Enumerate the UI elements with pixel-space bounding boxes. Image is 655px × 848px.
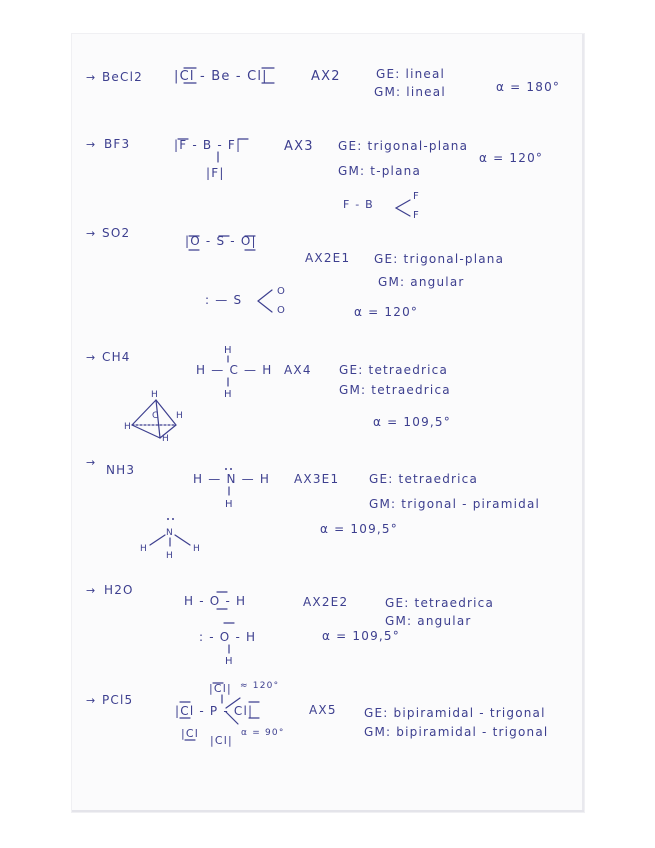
- bond-angle: α = 180°: [496, 80, 561, 94]
- molecule-formula: H2O: [104, 583, 134, 597]
- vsepr-notation: AX3: [284, 139, 314, 154]
- lewis-structure-bottom: |F|: [206, 166, 225, 180]
- molecular-geometry: GM: tetraedrica: [339, 383, 451, 397]
- bond-angle: α = 109,5°: [373, 415, 451, 429]
- row-arrow-icon: →: [86, 227, 97, 240]
- lewis-structure-mid: |Cl - P - Cl|: [175, 704, 254, 718]
- molecule-nh3: [86, 456, 540, 561]
- shape-sketch-atom: H: [225, 656, 234, 667]
- lewis-h-bottom: H: [225, 499, 234, 510]
- electronic-geometry: GE: bipiramidal - trigonal: [364, 706, 546, 720]
- vsepr-notation: AX2E1: [305, 251, 351, 265]
- molecule-bf3: [86, 137, 543, 221]
- row-arrow-icon: →: [86, 456, 97, 469]
- lone-pair-dot: [230, 468, 232, 470]
- row-arrow-icon: →: [86, 351, 97, 364]
- angle-annotation: ≈ 120°: [240, 681, 280, 691]
- lone-pair-dot: [225, 468, 227, 470]
- row-arrow-icon: →: [86, 138, 97, 151]
- vsepr-notation: AX2E2: [303, 595, 349, 609]
- sketch-atom-h: H: [193, 544, 201, 554]
- molecule-formula: PCl5: [102, 693, 134, 707]
- electronic-geometry: GE: trigonal-plana: [374, 252, 505, 266]
- bond-angle: α = 120°: [479, 151, 544, 165]
- lewis-h-bottom: H: [224, 389, 233, 400]
- molecular-geometry: GM: angular: [385, 614, 472, 628]
- molecule-formula: BeCl2: [102, 70, 143, 84]
- sketch-atom-h: H: [140, 544, 148, 554]
- molecule-formula: CH4: [102, 350, 131, 364]
- sketch-atom-c: C: [152, 411, 160, 421]
- sketch-bond: [175, 535, 190, 545]
- molecule-so2: [86, 226, 504, 319]
- lewis-structure: H — N — H: [193, 472, 271, 486]
- sketch-atom-h: H: [124, 422, 132, 432]
- molecular-geometry: GM: trigonal - piramidal: [369, 497, 541, 511]
- lewis-structure: H — C — H: [196, 363, 273, 377]
- bond-wedge: [396, 200, 410, 216]
- vsepr-notation: AX4: [284, 363, 312, 377]
- lewis-structure: H - O - H: [184, 594, 247, 608]
- electronic-geometry: GE: tetraedrica: [369, 472, 479, 486]
- electronic-geometry: GE: tetraedrica: [339, 363, 449, 377]
- lewis-structure-bottom: |Cl: [181, 727, 200, 740]
- molecular-geometry: GM: angular: [378, 275, 465, 289]
- shape-sketch: : - O - H: [199, 630, 257, 644]
- molecular-geometry: GM: t-plana: [338, 164, 422, 178]
- angle-annotation: α = 90°: [241, 728, 285, 738]
- vsepr-notation: AX5: [309, 703, 337, 717]
- shape-sketch: F - B: [343, 198, 374, 211]
- lone-pair-dot: [167, 518, 169, 520]
- shape-sketch-atom: F: [413, 191, 420, 202]
- row-arrow-icon: →: [86, 71, 97, 84]
- molecule-h2o: [86, 583, 494, 667]
- sketch-atom-h: H: [162, 434, 170, 444]
- row-arrow-icon: →: [86, 584, 97, 597]
- molecule-ch4: [86, 345, 451, 444]
- bond-angle: α = 109,5°: [322, 629, 400, 643]
- pyramid-sketch: [140, 518, 201, 561]
- shape-sketch: : — S: [205, 293, 243, 307]
- shape-sketch-atom: O: [277, 286, 287, 297]
- molecular-geometry: GM: lineal: [374, 85, 446, 99]
- bond-wedge: [258, 290, 272, 312]
- molecule-formula: SO2: [102, 226, 131, 240]
- sketch-atom-h: H: [166, 551, 174, 561]
- row-arrow-icon: →: [86, 694, 97, 707]
- lewis-h-top: H: [224, 345, 233, 356]
- vsepr-notation: AX2: [311, 69, 341, 84]
- shape-sketch-atom: F: [413, 210, 420, 221]
- molecule-becl2: [86, 67, 560, 99]
- lewis-structure-top: |Cl|: [209, 682, 232, 695]
- bond-angle: α = 109,5°: [320, 522, 398, 536]
- shape-sketch-atom: O: [277, 305, 287, 316]
- molecule-pcl5: [86, 681, 548, 747]
- sketch-atom-n: N: [166, 528, 174, 538]
- tetrahedron-edge: [132, 425, 160, 438]
- lewis-structure: |O - S - O|: [185, 234, 257, 248]
- molecule-formula: NH3: [106, 463, 136, 477]
- electronic-geometry: GE: tetraedrica: [385, 596, 495, 610]
- lone-pair-dot: [172, 518, 174, 520]
- sketch-atom-h: H: [176, 411, 184, 421]
- bond-angle: α = 120°: [354, 305, 419, 319]
- tetrahedron-sketch: [124, 390, 184, 444]
- sketch-atom-h: H: [151, 390, 159, 400]
- lewis-structure-bottom: |Cl|: [210, 734, 233, 747]
- electronic-geometry: GE: trigonal-plana: [338, 139, 469, 153]
- molecule-formula: BF3: [104, 137, 131, 151]
- lewis-structure: |Cl - Be - Cl|: [174, 69, 268, 84]
- lewis-structure: |F - B - F|: [174, 138, 242, 152]
- vsepr-notation: AX3E1: [294, 472, 340, 486]
- electronic-geometry: GE: lineal: [376, 67, 446, 81]
- molecular-geometry: GM: bipiramidal - trigonal: [364, 725, 549, 739]
- sketch-bond: [150, 535, 165, 545]
